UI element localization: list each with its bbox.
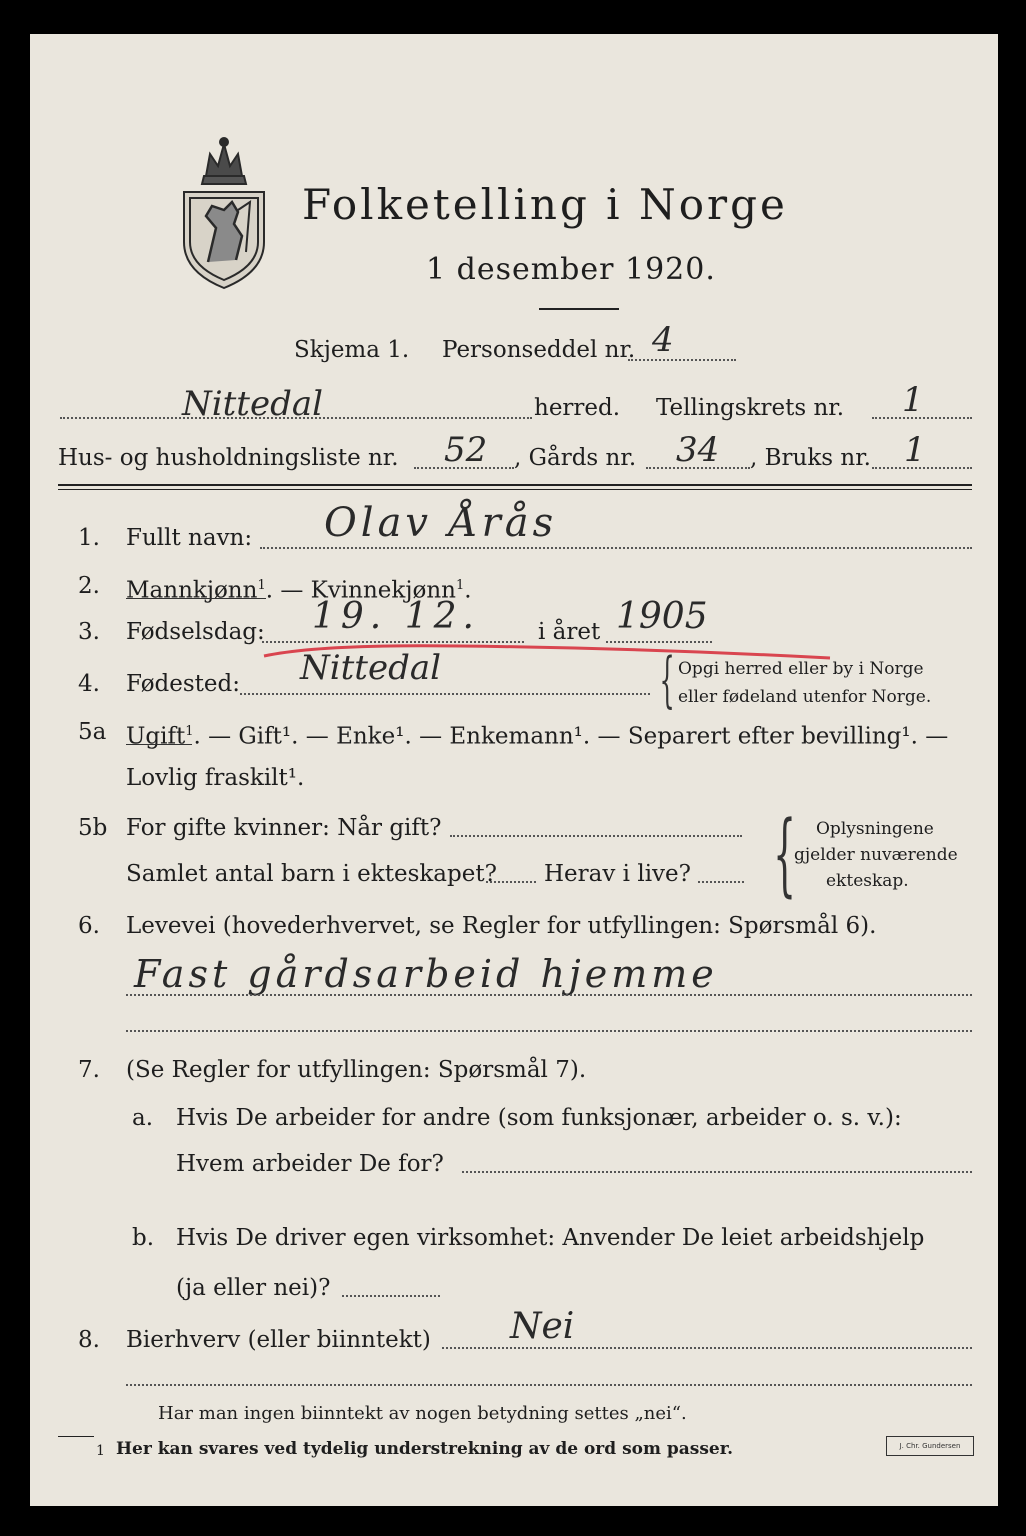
q3-year-label: i året	[538, 619, 601, 645]
form-title: Folketelling i Norge	[302, 180, 788, 229]
q4-note-line1: Opgi herred eller by i Norge	[678, 659, 924, 679]
q5b-note-line2: gjelder nuværende	[794, 845, 958, 865]
q5b-note-line3: ekteskap.	[826, 871, 909, 891]
q7a-question: Hvem arbeider De for?	[176, 1151, 444, 1177]
q7b-text: Hvis De driver egen virksomhet: Anvender De leiet arbeidshjelp	[176, 1225, 925, 1251]
q5a-ugift[interactable]: Ugift	[126, 723, 186, 750]
q4-note-line2: eller fødeland utenfor Norge.	[678, 687, 932, 707]
q7a-text: Hvis De arbeider for andre (som funksjonær, arbeider o. s. v.):	[176, 1105, 902, 1131]
q2-kvinnekjonn[interactable]: . — Kvinnekjønn	[265, 577, 456, 604]
personseddel-label: Personseddel nr.	[442, 337, 636, 363]
printer-stamp	[886, 1436, 974, 1456]
q2-end: .	[464, 577, 472, 604]
q5b-label1: For gifte kvinner: Når gift?	[126, 815, 442, 841]
q5b-line3	[698, 881, 744, 883]
q5a-options	[126, 718, 948, 751]
q3-year-value[interactable]: 1905	[616, 596, 708, 637]
gards-value[interactable]: 34	[676, 430, 720, 470]
q3-value[interactable]: 19. 12.	[312, 596, 480, 637]
q4-number: 4.	[78, 671, 100, 697]
q2-footnote-mark-2: 1	[455, 578, 465, 593]
printer-stamp-text: J. Chr. Gundersen	[899, 1442, 961, 1450]
title-divider	[539, 308, 619, 310]
census-date: 1 desember 1920.	[426, 252, 716, 287]
q7a-line	[462, 1171, 972, 1173]
norwegian-coat-of-arms-icon	[176, 132, 272, 290]
hus-value[interactable]: 52	[444, 430, 488, 470]
q7a-number: a.	[132, 1105, 154, 1131]
personseddel-line	[628, 359, 736, 361]
footnote-rule	[58, 1436, 94, 1437]
herred-value[interactable]: Nittedal	[182, 384, 323, 424]
q1-line	[260, 547, 972, 549]
q5b-note-brace: {	[773, 802, 797, 907]
q2-selected-underline	[126, 598, 266, 599]
q5a-footnote-mark: 1	[185, 724, 194, 739]
q1-number: 1.	[78, 525, 100, 551]
q5b-label3: Herav i live?	[544, 861, 691, 887]
q6-line2	[126, 1030, 972, 1032]
header-double-rule-top	[58, 484, 972, 486]
bruks-value[interactable]: 1	[904, 430, 926, 470]
q7b-number: b.	[132, 1225, 155, 1251]
q1-label: Fullt navn:	[126, 525, 253, 551]
skjema-label: Skjema 1.	[294, 337, 410, 363]
q8-value[interactable]: Nei	[510, 1306, 575, 1347]
q8-label: Bierhverv (eller biinntekt)	[126, 1327, 431, 1353]
q3-number: 3.	[78, 619, 100, 645]
q3-label: Fødselsdag:	[126, 619, 265, 645]
footnote-text: Her kan svares ved tydelig understrekning av de ord som passer.	[116, 1439, 734, 1459]
q6-number: 6.	[78, 913, 100, 939]
gards-label: , Gårds nr.	[514, 445, 637, 471]
q2-footnote-mark: 1	[257, 578, 266, 593]
q8-line	[442, 1347, 972, 1349]
q5b-line1	[450, 835, 742, 837]
q6-value[interactable]: Fast gårdsarbeid hjemme	[134, 952, 718, 996]
header-double-rule-bottom	[58, 489, 972, 490]
q4-label: Fødested:	[126, 671, 241, 697]
q5a-line2[interactable]: Lovlig fraskilt¹.	[126, 765, 305, 791]
hus-label: Hus- og husholdningsliste nr.	[58, 445, 399, 471]
q5a-selected-underline	[126, 744, 192, 745]
q5b-label2: Samlet antal barn i ekteskapet?	[126, 861, 497, 887]
tellingskrets-value[interactable]: 1	[902, 380, 924, 420]
q7b-line	[342, 1295, 440, 1297]
herred-label: herred.	[534, 395, 621, 421]
q5b-line2	[486, 881, 536, 883]
q8-number: 8.	[78, 1327, 100, 1353]
q6-label: Levevei (hovederhvervet, se Regler for utfyllingen: Spørsmål 6).	[126, 913, 877, 939]
q4-line	[240, 693, 650, 695]
footnote-number: 1	[96, 1443, 105, 1459]
q5a-other-options[interactable]: . — Gift¹. — Enke¹. — Enkemann¹. — Separert efter bevilling¹. —	[193, 723, 949, 750]
q7b-question: (ja eller nei)?	[176, 1275, 331, 1301]
q5a-number: 5a	[78, 719, 107, 745]
q4-note-brace: {	[659, 645, 675, 715]
q6-line1	[126, 994, 972, 996]
footer-note: Har man ingen biinntekt av nogen betydning settes „nei“.	[158, 1403, 687, 1424]
tellingskrets-label: Tellingskrets nr.	[656, 395, 845, 421]
census-form	[30, 34, 998, 1506]
q7-number: 7.	[78, 1057, 100, 1083]
q1-value[interactable]: Olav Årås	[324, 500, 558, 546]
q7-label: (Se Regler for utfyllingen: Spørsmål 7).	[126, 1057, 587, 1083]
q2-number: 2.	[78, 573, 100, 599]
q2-mannkjonn[interactable]: Mannkjønn	[126, 577, 258, 604]
q8-line2	[126, 1384, 972, 1386]
q5b-number: 5b	[78, 815, 108, 841]
bruks-label: , Bruks nr.	[750, 445, 871, 471]
q4-value[interactable]: Nittedal	[300, 648, 441, 688]
personseddel-value[interactable]: 4	[652, 320, 674, 360]
q5b-note-line1: Oplysningene	[816, 819, 934, 839]
